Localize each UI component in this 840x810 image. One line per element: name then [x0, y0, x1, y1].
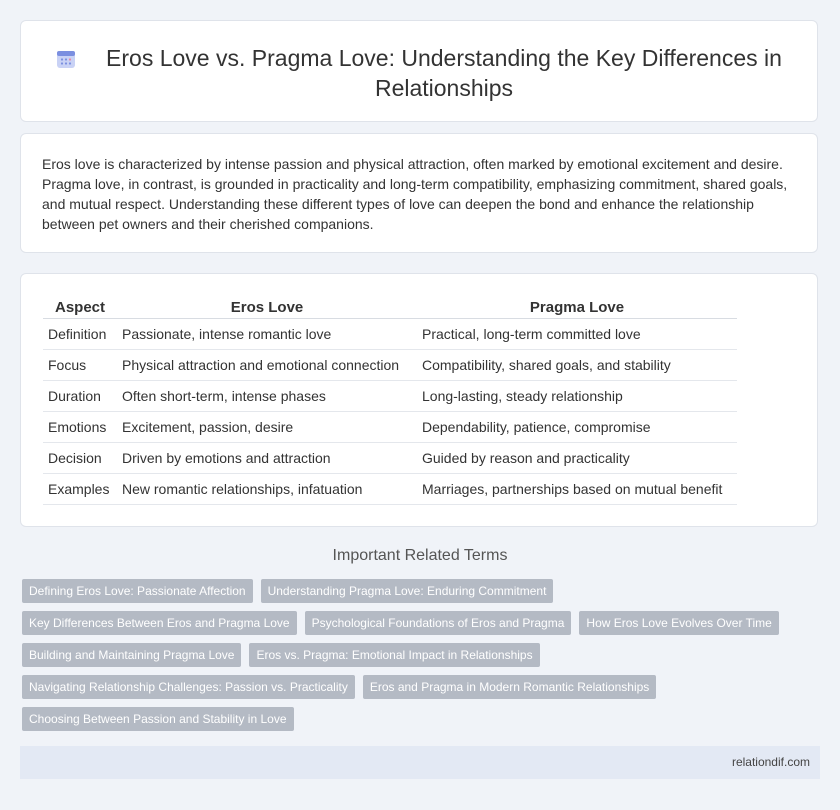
related-term-tag[interactable]: Key Differences Between Eros and Pragma Love — [22, 611, 297, 635]
table-cell: Dependability, patience, compromise — [417, 412, 737, 443]
comparison-card — [20, 273, 818, 527]
table-cell: New romantic relationships, infatuation — [117, 474, 417, 505]
table-cell: Driven by emotions and attraction — [117, 443, 417, 474]
footer-site-link[interactable]: relationdif.com — [731, 755, 810, 769]
related-term-tag[interactable]: Defining Eros Love: Passionate Affection — [22, 579, 253, 603]
table-cell: Guided by reason and practicality — [417, 443, 737, 474]
table-row — [43, 474, 737, 505]
table-row — [43, 381, 737, 412]
page-title: Eros Love vs. Pragma Love: Understanding the Key Differences in Relationships — [106, 45, 782, 101]
table-row — [43, 412, 737, 443]
comparison-table — [43, 296, 737, 505]
table-cell: Practical, long-term committed love — [417, 319, 737, 350]
table-cell: Marriages, partnerships based on mutual benefit — [417, 474, 737, 505]
related-term-tag[interactable]: Eros vs. Pragma: Emotional Impact in Relationships — [249, 643, 539, 667]
related-term-tag[interactable]: Building and Maintaining Pragma Love — [22, 643, 241, 667]
header-eros: Eros Love — [117, 296, 417, 319]
intro-card — [20, 133, 818, 253]
table-cell: Passionate, intense romantic love — [117, 319, 417, 350]
table-cell: Physical attraction and emotional connection — [117, 350, 417, 381]
related-term-tag[interactable]: Eros and Pragma in Modern Romantic Relationships — [363, 675, 656, 699]
related-term-tag[interactable]: Understanding Pragma Love: Enduring Commitment — [261, 579, 554, 603]
table-row — [43, 350, 737, 381]
related-term-tag[interactable]: Psychological Foundations of Eros and Pragma — [305, 611, 572, 635]
table-cell: Examples — [43, 474, 117, 505]
table-cell: Focus — [43, 350, 117, 381]
footer — [20, 746, 820, 779]
calendar-icon — [54, 47, 78, 71]
table-row — [43, 443, 737, 474]
table-cell: Long-lasting, steady relationship — [417, 381, 737, 412]
related-terms-title: Important Related Terms — [332, 547, 508, 564]
table-header-row — [43, 296, 737, 319]
related-term-tag[interactable]: How Eros Love Evolves Over Time — [579, 611, 778, 635]
table-cell: Compatibility, shared goals, and stability — [417, 350, 737, 381]
intro-text: Eros love is characterized by intense passion and physical attraction, often marked by emotional excitement and desire. Pragma love, in contrast, is grounded in practicality and long-term compatibility, emphasizing commitment, shared goals, and mutual respect. Understanding these different types of love can deepen the bond and enhance the relationship between pet owners and their cherished companions. — [42, 156, 788, 232]
table-cell: Definition — [43, 319, 117, 350]
header-aspect: Aspect — [43, 296, 117, 319]
table-cell: Excitement, passion, desire — [117, 412, 417, 443]
related-term-tag[interactable]: Navigating Relationship Challenges: Passion vs. Practicality — [22, 675, 355, 699]
table-cell: Emotions — [43, 412, 117, 443]
related-term-tag[interactable]: Choosing Between Passion and Stability in Love — [22, 707, 294, 731]
table-row — [43, 319, 737, 350]
table-cell: Duration — [43, 381, 117, 412]
table-cell: Decision — [43, 443, 117, 474]
table-cell: Often short-term, intense phases — [117, 381, 417, 412]
header-pragma: Pragma Love — [417, 296, 737, 319]
header-card — [20, 20, 818, 122]
related-terms-list — [22, 579, 822, 739]
